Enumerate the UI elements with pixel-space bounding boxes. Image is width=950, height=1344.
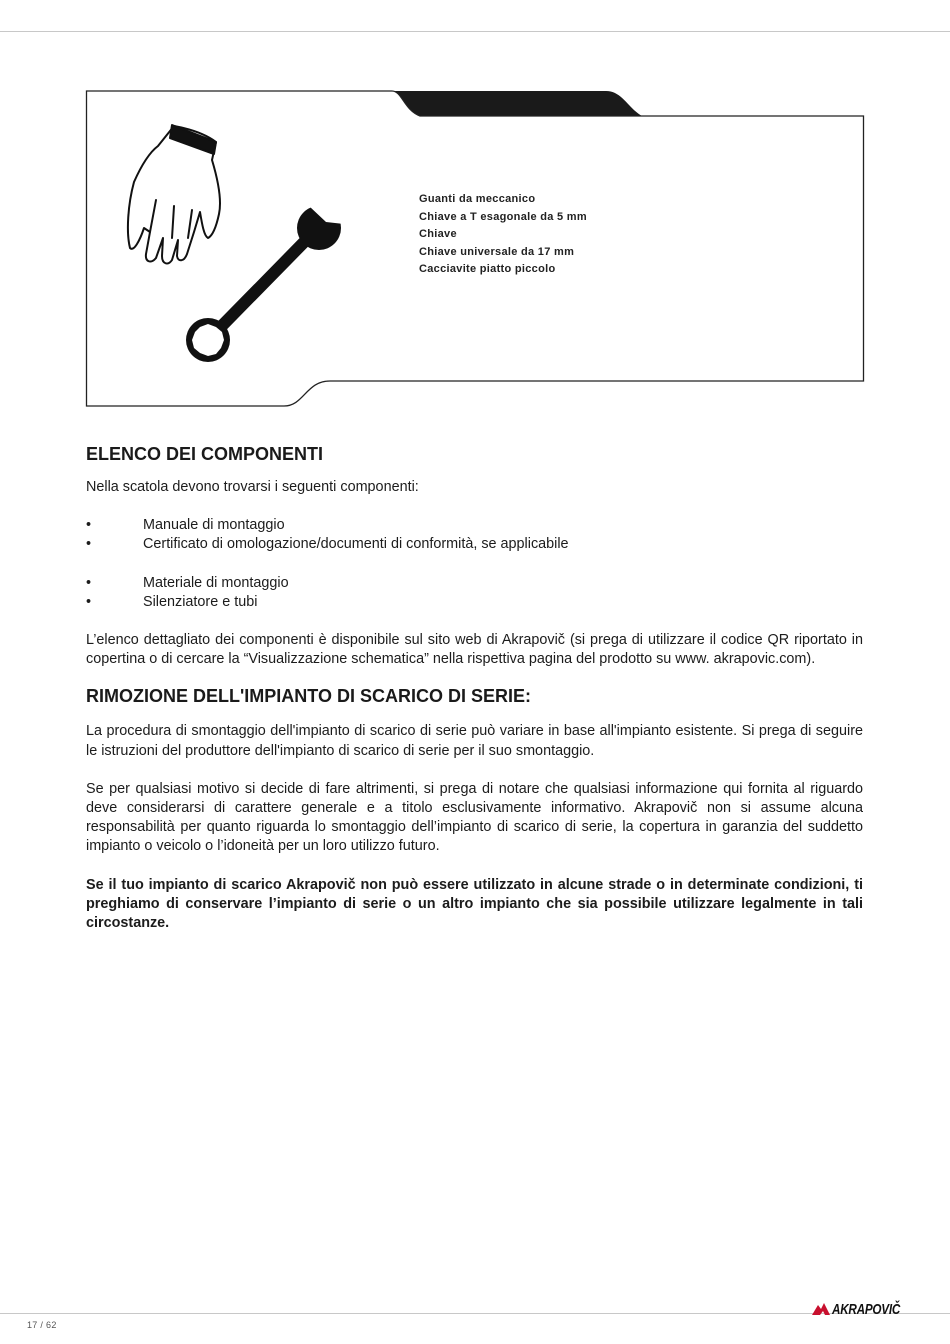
tool-item: Chiave a T esagonale da 5 mm — [419, 210, 587, 223]
bullet: • — [86, 517, 92, 534]
list-item — [86, 535, 863, 554]
brand-name: AKRAPOVIČ — [832, 1300, 901, 1318]
bullet: • — [86, 593, 92, 610]
removal-warning: Se il tuo impianto di scarico Akrapovič non può essere utilizzato in alcune strade o in determinate condizioni, ti preghiamo di conservare l’impianto di serie o un altro impianto che sia possibile utilizzare legalmente in tali circostanze. — [86, 876, 863, 932]
wrench-icon — [186, 200, 344, 362]
components-list-1 — [86, 516, 863, 554]
main-content — [86, 440, 863, 933]
tool-item: Cacciavite piatto piccolo — [419, 263, 556, 276]
components-intro: Nella scatola devono trovarsi i seguenti componenti: — [86, 479, 419, 495]
page-number: 17 / 62 — [27, 1320, 57, 1330]
list-item-text: Silenziatore e tubi — [143, 593, 258, 610]
bullet: • — [86, 536, 92, 553]
list-item — [86, 516, 863, 535]
tools-list — [419, 191, 587, 279]
tool-item: Guanti da meccanico — [419, 193, 536, 205]
bullet: • — [86, 574, 92, 591]
components-details: L’elenco dettagliato dei componenti è disponibile sul sito web di Akrapovič (si prega di utilizzare il codice QR riportato in copertina o di cercare la “Visualizzazione schematica” nella rispettiva pagina del prodotto su www. akrapovic.com). — [86, 632, 863, 668]
removal-heading: RIMOZIONE DELL'IMPIANTO DI SCARICO DI SERIE: — [86, 686, 531, 707]
tool-item: Chiave — [419, 228, 457, 241]
components-list-2 — [86, 574, 863, 612]
gloves-icon — [128, 125, 220, 263]
list-item-text: Materiale di montaggio — [143, 574, 289, 591]
akrapovic-logo — [810, 1297, 919, 1321]
removal-paragraph-2: Se per qualsiasi motivo si decide di fare altrimenti, si prega di notare che qualsiasi informazione qui fornita al riguardo deve considerarsi di carattere generale e a titolo esclusivamente informativo. Akrapovič non si assume alcuna responsabilità per quanto riguarda lo smontaggio dell’impianto di scarico di serie, la copertura in garanzia del suddetto impianto o veicolo o l’idoneità per un loro utilizzo futuro. — [86, 780, 863, 855]
list-item — [86, 574, 863, 593]
scorpion-icon — [810, 1301, 832, 1317]
tool-item: Chiave universale da 17 mm — [419, 245, 575, 258]
removal-paragraph-1: La procedura di smontaggio dell'impianto di scarico di serie può variare in base all'impianto esistente. Si prega di seguire le istruzioni del produttore dell'impianto di scarico di serie per il suo smontaggio. — [86, 723, 863, 759]
list-item-text: Manuale di montaggio — [143, 517, 285, 534]
components-heading: ELENCO DEI COMPONENTI — [86, 444, 324, 464]
bottom-rule — [0, 1313, 950, 1314]
list-item — [86, 593, 863, 612]
list-item-text: Certificato di omologazione/documenti di conformità, se applicabile — [143, 536, 569, 553]
